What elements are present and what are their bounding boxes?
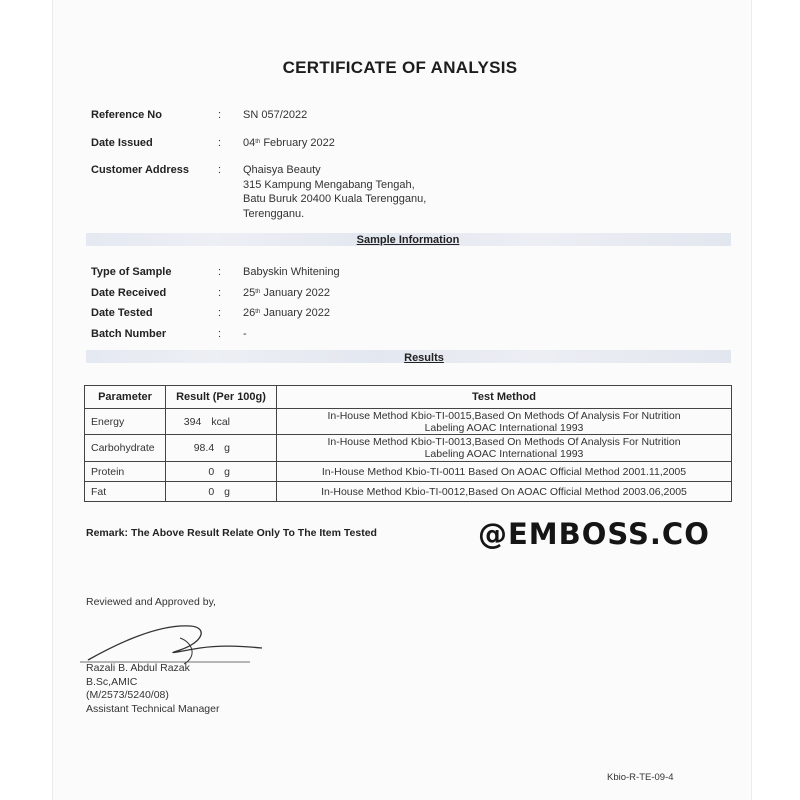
signatory-title: Assistant Technical Manager (86, 702, 220, 715)
table-header-row (85, 386, 732, 409)
date-day: 26 (243, 307, 256, 319)
colon: : (218, 266, 222, 278)
result-unit: kcal (211, 415, 230, 428)
method-line: In-House Method Kbio-TI-0012,Based On AOAC Official Method 2003.06,2005 (321, 485, 687, 498)
method-cell (277, 462, 732, 482)
method-cell (277, 409, 732, 435)
batch-number-value: - (243, 328, 247, 340)
result-cell (166, 462, 277, 482)
result-unit: g (224, 442, 230, 454)
method-cell (277, 435, 732, 462)
method-line: In-House Method Kbio-TI-0015,Based On Methods Of Analysis For Nutrition (327, 409, 681, 422)
address-line: 315 Kampung Mengabang Tengah, (243, 178, 415, 191)
date-received-label: Date Received (91, 287, 167, 299)
result-cell (166, 482, 277, 502)
date-suffix: th (255, 289, 261, 295)
address-line: Qhaisya Beauty (243, 164, 321, 176)
header-parameter: Parameter (85, 386, 166, 409)
parameter-cell: Energy (85, 409, 166, 435)
reference-no-value: SN 057/2022 (243, 109, 308, 121)
watermark-text: @EMBOSS.CO (478, 517, 710, 551)
table-row (85, 462, 732, 482)
result-cell (166, 435, 277, 462)
result-unit: g (224, 465, 230, 478)
signatory-qualification: B.Sc,AMIC (86, 675, 138, 688)
result-value: 394 (183, 415, 202, 428)
method-cell (277, 482, 732, 502)
result-value: 98.4 (193, 442, 215, 454)
method-line: In-House Method Kbio-TI-0013,Based On Methods Of Analysis For Nutrition (327, 436, 681, 448)
signatory-block (86, 662, 219, 716)
method-line: Labeling AOAC International 1993 (424, 421, 584, 434)
sample-information-heading: Sample Information (356, 234, 460, 246)
date-rest: January 2022 (263, 287, 330, 299)
form-code: Kbio-R-TE-09-4 (607, 772, 674, 783)
header-result: Result (Per 100g) (166, 386, 277, 409)
result-value: 0 (208, 485, 215, 498)
header-test-method: Test Method (277, 386, 732, 409)
parameter-cell: Fat (85, 482, 166, 502)
date-rest: January 2022 (263, 307, 330, 319)
results-table (84, 385, 732, 502)
type-of-sample-label: Type of Sample (91, 266, 172, 278)
parameter-cell: Protein (85, 462, 166, 482)
signatory-name: Razali B. Abdul Razak (86, 662, 190, 674)
address-line: Terengganu. (243, 207, 305, 220)
customer-address-value (243, 163, 426, 221)
table-row (85, 482, 732, 502)
colon: : (218, 137, 222, 149)
document-title: CERTIFICATE OF ANALYSIS (282, 58, 518, 77)
address-line: Batu Buruk 20400 Kuala Terengganu, (243, 193, 427, 205)
colon: : (218, 328, 222, 340)
method-line: In-House Method Kbio-TI-0011 Based On AOAC Official Method 2001.11,2005 (321, 465, 687, 478)
date-suffix: th (255, 309, 261, 315)
date-issued-label: Date Issued (91, 137, 153, 149)
approved-by-label: Reviewed and Approved by, (86, 596, 216, 608)
colon: : (218, 287, 222, 299)
type-of-sample-value: Babyskin Whitening (243, 266, 340, 278)
method-line: Labeling AOAC International 1993 (424, 448, 584, 460)
batch-number-label: Batch Number (91, 328, 167, 340)
signatory-registration: (M/2573/5240/08) (86, 689, 169, 701)
results-heading: Results (404, 352, 444, 364)
result-value: 0 (208, 465, 215, 478)
table-row (85, 409, 732, 435)
date-rest: February 2022 (263, 137, 335, 149)
date-suffix: th (255, 139, 261, 145)
date-day: 25 (243, 287, 256, 299)
remark-text: Remark: The Above Result Relate Only To The Item Tested (86, 527, 377, 539)
date-received-value (243, 286, 330, 301)
parameter-cell: Carbohydrate (85, 435, 166, 462)
colon: : (218, 109, 222, 121)
customer-address-label: Customer Address (91, 164, 190, 176)
result-cell (166, 409, 277, 435)
date-tested-value (243, 306, 330, 321)
date-day: 04 (243, 137, 256, 149)
table-row (85, 435, 732, 462)
date-issued-value (243, 136, 335, 151)
colon: : (218, 164, 222, 176)
result-unit: g (224, 485, 230, 498)
reference-no-label: Reference No (91, 109, 162, 121)
date-tested-label: Date Tested (91, 307, 153, 319)
colon: : (218, 307, 222, 319)
